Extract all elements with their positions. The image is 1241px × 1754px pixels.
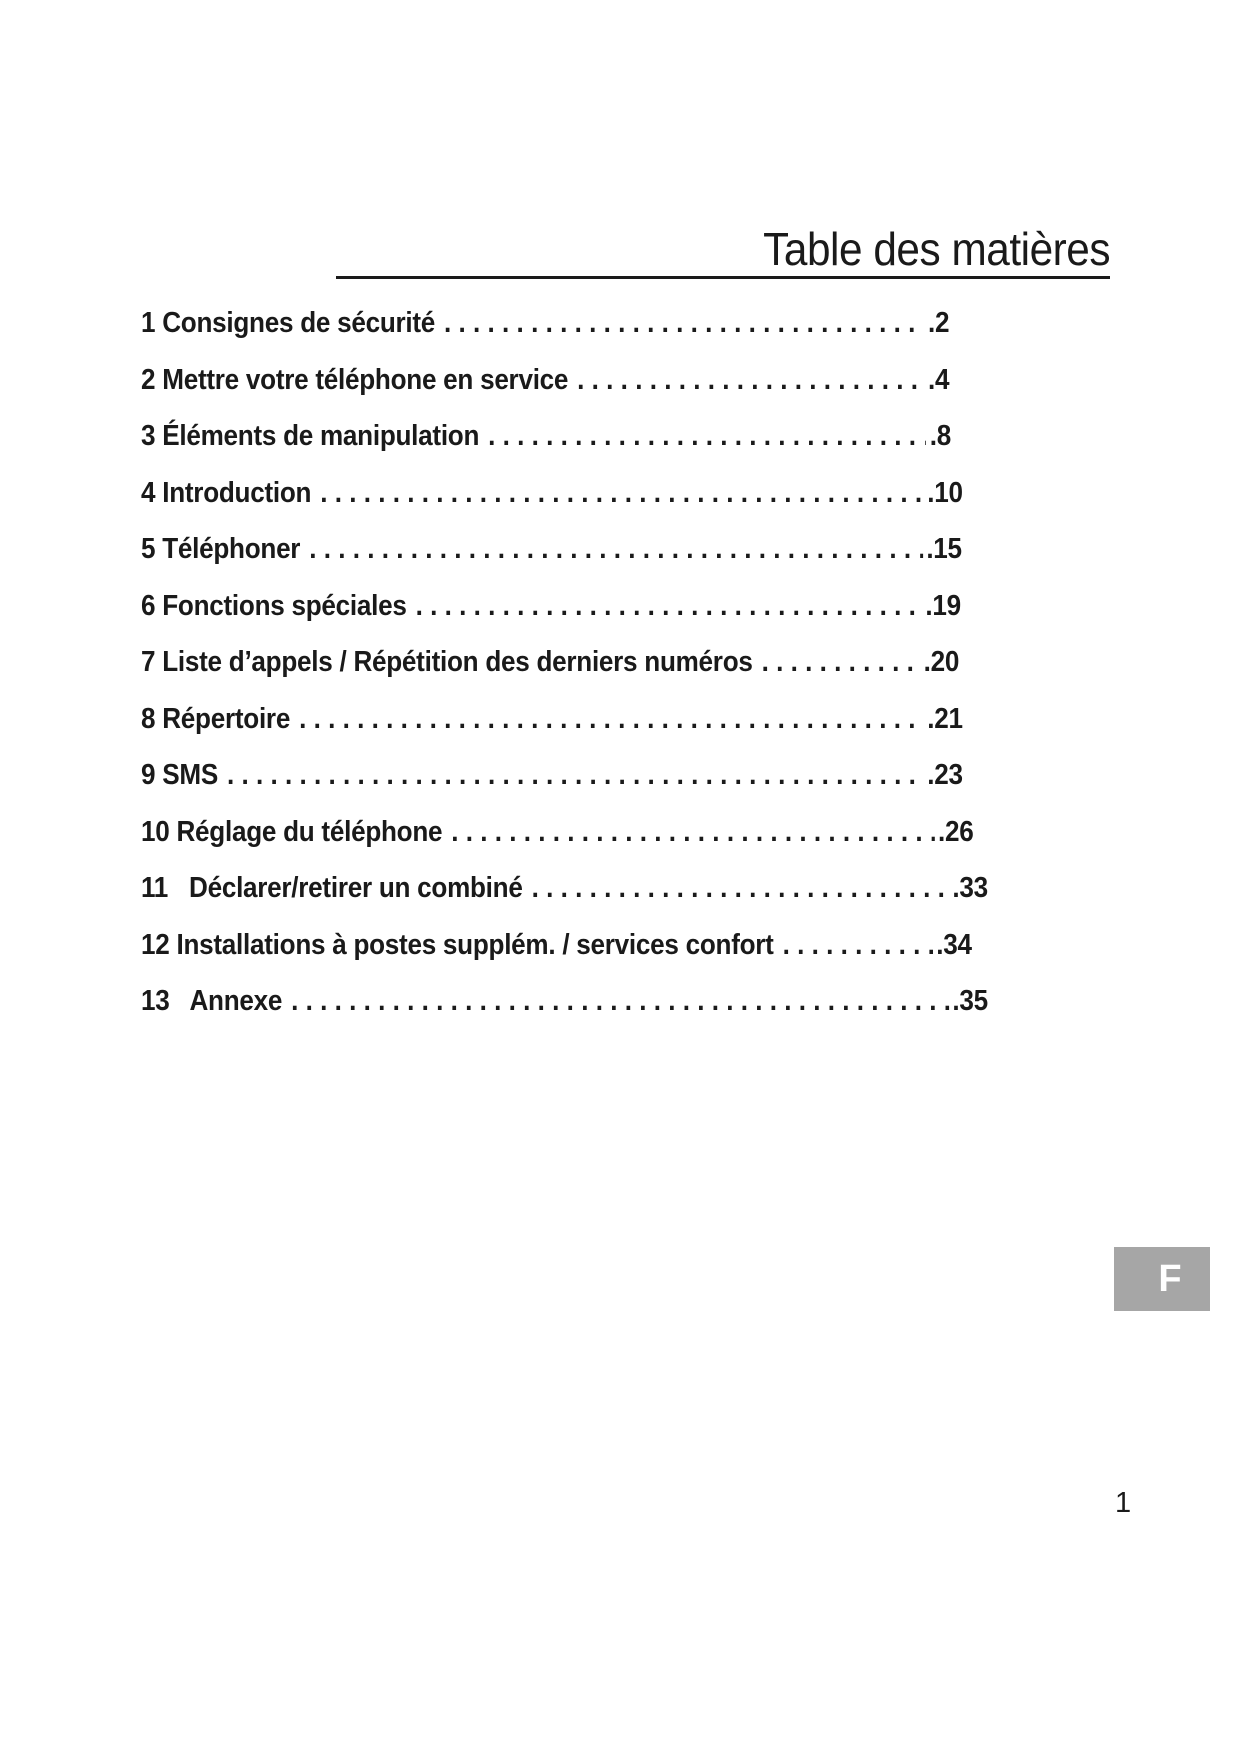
toc-entry[interactable] — [141, 360, 949, 400]
toc-entry[interactable] — [141, 473, 963, 513]
toc-leader-dots — [227, 755, 924, 795]
toc-entry[interactable] — [141, 303, 949, 343]
toc-entry[interactable] — [141, 699, 963, 739]
toc-entry-page: .23 — [927, 759, 963, 791]
toc-entry-label: 2 Mettre votre téléphone en service — [141, 364, 569, 396]
toc-leader-dots — [299, 699, 924, 739]
toc-entry-page: .21 — [927, 703, 963, 735]
toc-entry-page: .34 — [936, 929, 972, 961]
language-tab: F — [1114, 1247, 1210, 1311]
toc-entry-label: 7 Liste d’appels / Répétition des derniers numéros — [141, 646, 753, 678]
toc-leader-dots — [320, 473, 923, 513]
title-underline — [336, 276, 1110, 279]
toc-entry[interactable] — [141, 925, 972, 965]
toc-entry-page: .8 — [929, 420, 951, 452]
toc-entry-label: 11 Déclarer/retirer un combiné — [141, 872, 523, 904]
toc-entry-label: 6 Fonctions spéciales — [141, 590, 407, 622]
toc-entry-label: 5 Téléphoner — [141, 533, 301, 565]
toc-entry[interactable] — [141, 529, 962, 569]
page-title: Table des matières — [763, 223, 1110, 275]
toc-leader-dots — [451, 812, 934, 852]
toc-entry-label: 12 Installations à postes supplém. / services confort — [141, 929, 774, 961]
toc-entry-label: 8 Répertoire — [141, 703, 291, 735]
toc-leader-dots — [762, 642, 920, 682]
toc-leader-dots — [444, 303, 924, 343]
toc-leader-dots — [532, 868, 949, 908]
toc-entry[interactable] — [141, 868, 988, 908]
toc-entry[interactable] — [141, 416, 951, 456]
page-number: 1 — [1115, 1487, 1132, 1519]
toc-entry-page: .20 — [923, 646, 960, 678]
toc-entry-page: .26 — [938, 816, 974, 848]
toc-entry[interactable] — [141, 981, 988, 1021]
toc-leader-dots — [291, 981, 949, 1021]
toc-entry-page: .10 — [927, 477, 963, 509]
toc-entry-label: 13 Annexe — [141, 985, 283, 1017]
toc-leader-dots — [783, 925, 933, 965]
toc-entry-page: .35 — [952, 985, 988, 1017]
toc-entry-label: 10 Réglage du téléphone — [141, 816, 443, 848]
toc-leader-dots — [309, 529, 923, 569]
toc-entry[interactable] — [141, 755, 963, 795]
toc-entry-label: 3 Éléments de manipulation — [141, 420, 480, 452]
toc-leader-dots — [416, 586, 922, 626]
toc-entry[interactable] — [141, 586, 961, 626]
toc-entry[interactable] — [141, 642, 959, 682]
toc-entry-label: 4 Introduction — [141, 477, 312, 509]
toc-leader-dots — [577, 360, 924, 400]
toc-entry-label: 1 Consignes de sécurité — [141, 307, 436, 339]
toc-entry-page: .2 — [927, 307, 950, 339]
toc-entry-page: .33 — [952, 872, 988, 904]
toc-entry-page: .19 — [925, 590, 961, 622]
toc-entry-page: .15 — [926, 533, 962, 565]
toc-leader-dots — [488, 416, 926, 456]
toc-entry[interactable] — [141, 812, 974, 852]
toc-entry-page: .4 — [927, 364, 950, 396]
toc-entry-label: 9 SMS — [141, 759, 218, 791]
